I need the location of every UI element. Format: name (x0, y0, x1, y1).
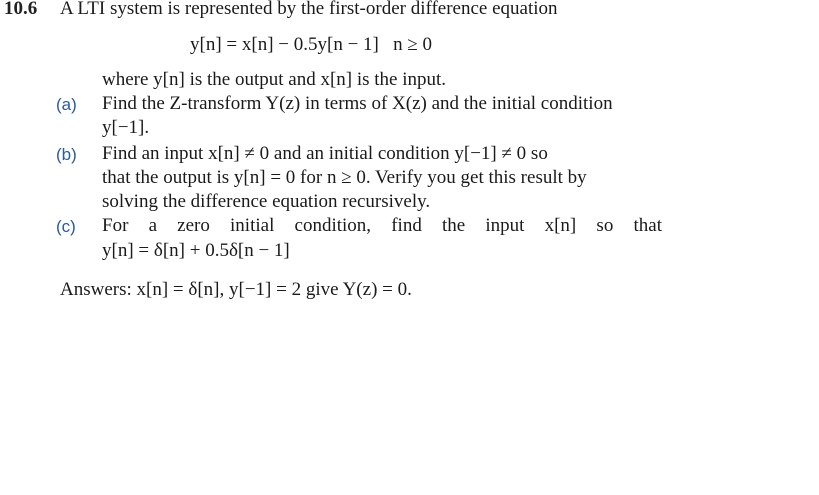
where-statement: where y[n] is the output and x[n] is the input. (102, 69, 447, 90)
part-b-line-3: solving the difference equation recursively. (102, 191, 431, 212)
problem-title: A LTI system is represented by the first-order difference equation (60, 0, 558, 19)
part-b-label: (b) (56, 145, 77, 164)
problem-number: 10.6 (4, 0, 38, 19)
part-c-line-1: For a zero initial condition, find the input x[n] so that (102, 215, 662, 236)
part-a-line-1: Find the Z-transform Y(z) in terms of X(z) and the initial condition (102, 93, 613, 114)
part-b-line-1: Find an input x[n] ≠ 0 and an initial condition y[−1] ≠ 0 so (102, 143, 548, 164)
difference-equation: y[n] = x[n] − 0.5y[n − 1] n ≥ 0 (190, 34, 433, 55)
part-a-label: (a) (56, 95, 77, 114)
part-a-line-2: y[−1]. (102, 117, 150, 138)
part-c-label: (c) (56, 217, 76, 236)
part-b-line-2: that the output is y[n] = 0 for n ≥ 0. Verify you get this result by (102, 167, 587, 188)
answers: Answers: x[n] = δ[n], y[−1] = 2 give Y(z) = 0. (60, 279, 412, 300)
part-c-line-2: y[n] = δ[n] + 0.5δ[n − 1] (102, 240, 290, 261)
